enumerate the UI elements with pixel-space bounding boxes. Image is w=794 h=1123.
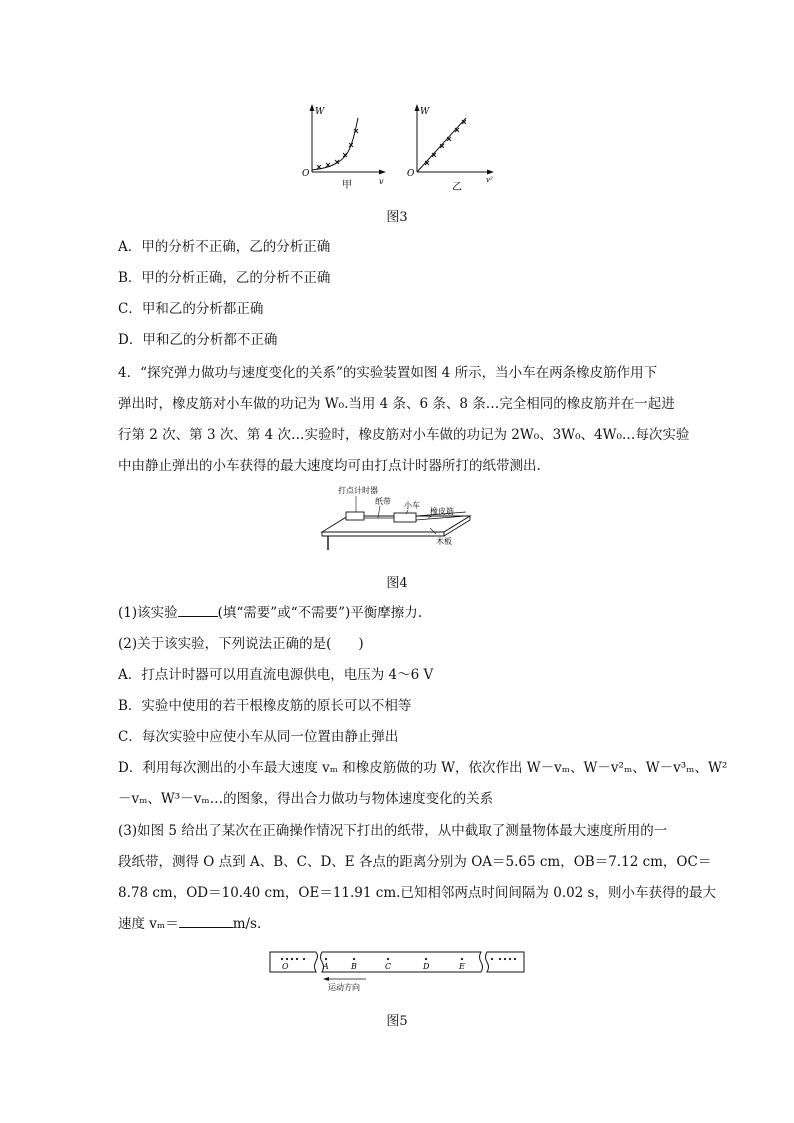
sub2-option-d-line-2: －vₘ、W³－vₘ…的图象，得出合力做功与物体速度变化的关系 (118, 791, 494, 807)
sub3-line-4 (118, 913, 261, 935)
figure-5-caption: 图5 (386, 1014, 408, 1029)
sub2-option-d-line-1: D．利用每次测出的小车最大速度 vₘ 和橡皮筋做的功 W，依次作出 W－vₘ、W－v²ₘ、W－v³ₘ、W² (118, 760, 728, 776)
q4-line-2: 弹出时，橡皮筋对小车做的功记为 W₀.当用 4 条、6 条、8 条…完全相同的橡皮筋并在一起进 (118, 396, 675, 412)
q4-line-1: 4．“探究弹力做功与速度变化的关系”的实验装置如图 4 所示，当小车在两条橡皮筋作用下 (118, 365, 658, 381)
point-o-label: O (282, 962, 289, 971)
graph-jia-xlabel: v (379, 177, 384, 186)
label-tape: 纸带 (375, 497, 391, 506)
q3-option-a: A．甲的分析不正确，乙的分析正确 (118, 239, 331, 255)
figure-5-tape (266, 948, 530, 994)
point-b-label: B (351, 962, 357, 971)
figure-4-apparatus (318, 482, 478, 554)
sub3-line-2: 段纸带，测得 O 点到 A、B、C、D、E 各点的距离分别为 OA＝5.65 cm，OB＝7.12 cm，OC＝ (118, 854, 712, 870)
sub1-after: (填“需要”或“不需要”)平衡摩擦力. (217, 605, 423, 621)
graph-yi (407, 104, 494, 193)
graph-yi-xlabel: v² (486, 176, 493, 184)
point-e-label: E (459, 962, 465, 971)
q4-line-3: 行第 2 次、第 3 次、第 4 次…实验时，橡皮筋对小车做的功记为 2W₀、3W₀、4W₀…每次实验 (118, 427, 690, 443)
sub1-answer-blank[interactable] (178, 602, 218, 617)
graph-jia (302, 104, 386, 191)
label-board: 木板 (436, 537, 452, 546)
point-a-label: A (323, 962, 329, 971)
graph-jia-name: 甲 (342, 180, 352, 191)
q3-option-d: D．甲和乙的分析都不正确 (118, 332, 278, 348)
sub3-speed-before: 速度 vₘ＝ (118, 916, 179, 932)
graph-yi-origin: O (407, 169, 415, 179)
sub3-line-3: 8.78 cm，OD＝10.40 cm，OE＝11.91 cm.已知相邻两点时间间隔为 0.02 s，则小车获得的最大 (118, 885, 716, 901)
q3-option-c: C．甲和乙的分析都正确 (118, 301, 264, 317)
label-cart: 小车 (404, 501, 420, 510)
sub2-stem: (2)关于该实验，下列说法正确的是( ) (118, 636, 364, 652)
figure-4-caption: 图4 (386, 576, 408, 591)
direction-label: 运动方向 (328, 983, 360, 992)
sub3-line-1: (3)如图 5 给出了某次在正确操作情况下打出的纸带，从中截取了测量物体最大速度所用的一 (118, 823, 668, 839)
graph-yi-ylabel: W (420, 107, 430, 117)
sub1-line (118, 602, 422, 624)
point-d-label: D (423, 962, 430, 971)
q4-line-4: 中由静止弹出的小车获得的最大速度均可由打点计时器所打的纸带测出. (118, 458, 541, 474)
graph-jia-origin: O (302, 169, 310, 179)
point-c-label: C (385, 962, 392, 971)
sub1-before: (1)该实验 (118, 605, 178, 621)
sub3-speed-after: m/s. (232, 916, 262, 932)
sub3-answer-blank[interactable] (179, 913, 233, 928)
label-rubber: 橡皮筋 (430, 507, 454, 516)
label-timer: 打点计时器 (338, 486, 378, 495)
graph-yi-name: 乙 (452, 182, 462, 193)
sub2-option-a: A．打点计时器可以用直流电源供电，电压为 4～6 V (118, 667, 434, 683)
sub2-option-c: C．每次实验中应使小车从同一位置由静止弹出 (118, 729, 399, 745)
sub2-option-b: B．实验中使用的若干根橡皮筋的原长可以不相等 (118, 698, 412, 714)
figure-3-graphs (290, 100, 510, 195)
q3-option-b: B．甲的分析正确，乙的分析不正确 (118, 270, 331, 286)
graph-jia-ylabel: W (315, 107, 325, 117)
figure-3-caption: 图3 (386, 210, 408, 225)
